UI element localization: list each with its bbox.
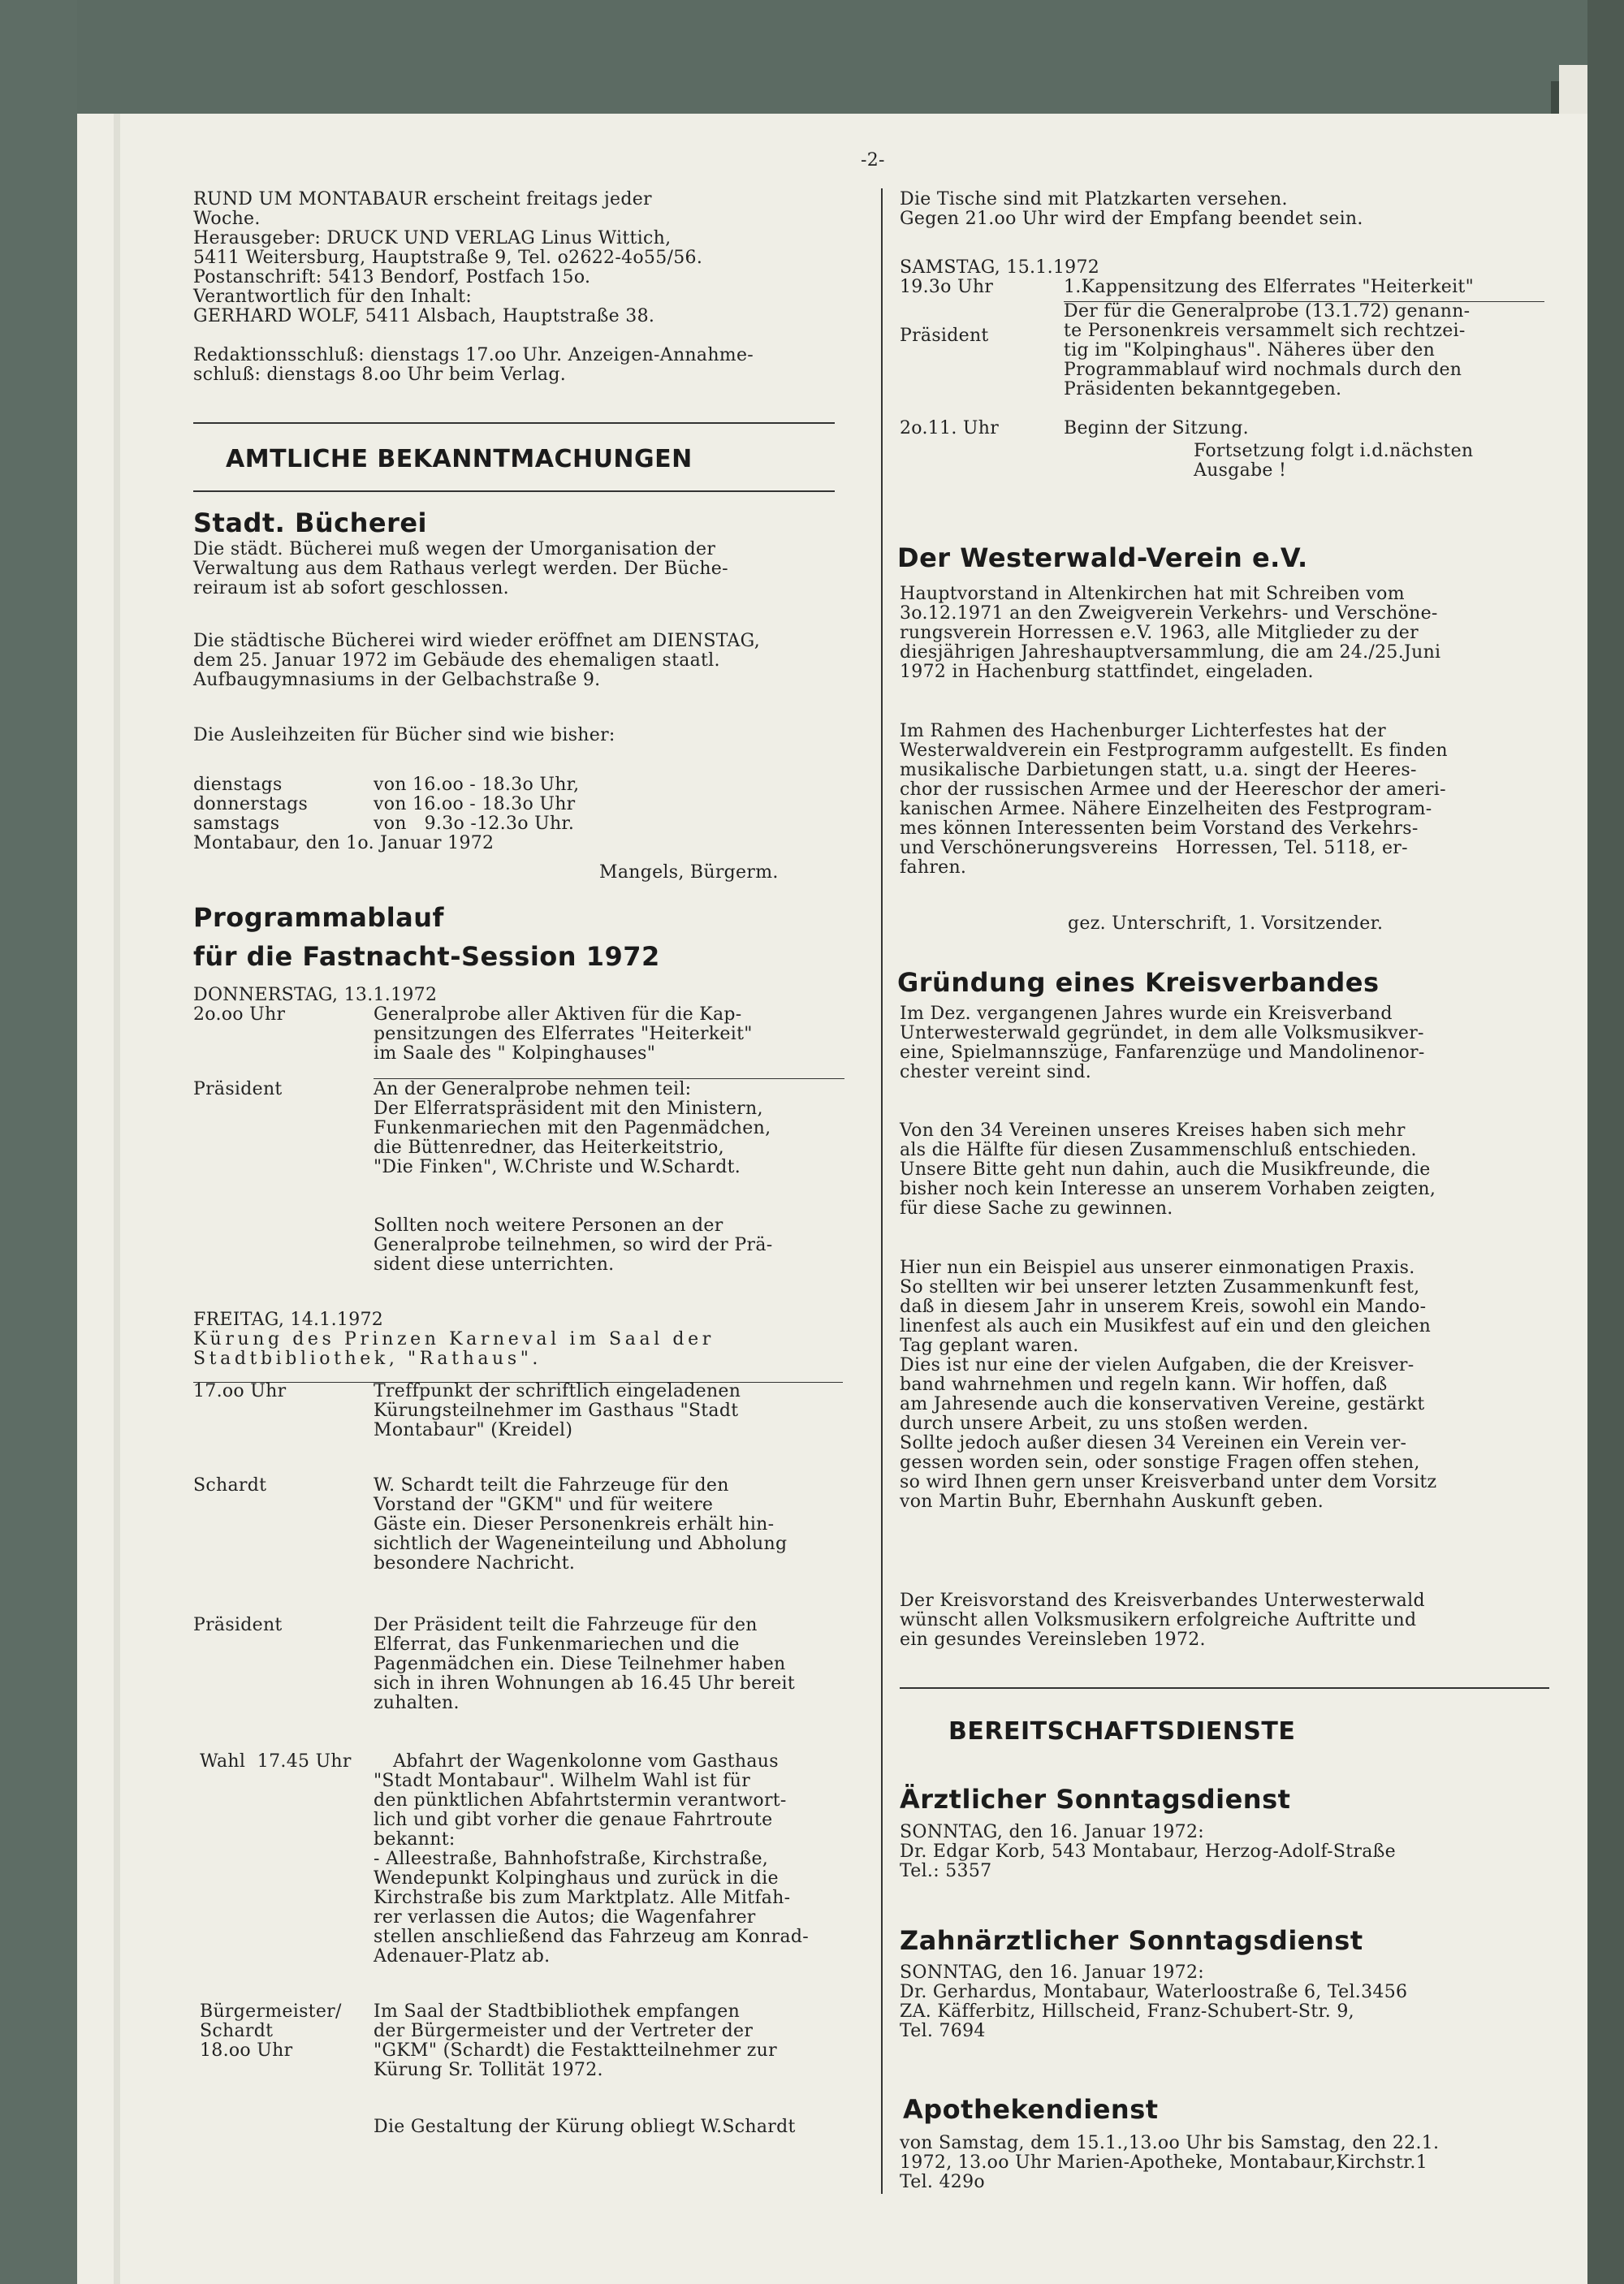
text-line: am Jahresende auch die konservativen Vereine, gestärkt	[900, 1394, 1425, 1414]
text-line: Gegen 21.oo Uhr wird der Empfang beendet sein.	[900, 209, 1363, 229]
text-line: Treffpunkt der schriftlich eingeladenen	[374, 1381, 741, 1401]
impressum-line: Woche.	[193, 209, 261, 229]
text-line: Vorstand der "GKM" und für weitere	[374, 1495, 714, 1515]
text-line: sident diese unterrichten.	[374, 1254, 615, 1275]
day-heading: FREITAG, 14.1.1972	[193, 1310, 384, 1330]
text-line: Dr. Gerhardus, Montabaur, Waterloostraße 6, Tel.3456	[900, 1982, 1408, 2002]
text-line: stellen anschließend das Fahrzeug am Konrad-	[374, 1927, 810, 1947]
text-line: Kürungsteilnehmer im Gasthaus "Stadt	[374, 1401, 739, 1421]
text-line: Der Präsident teilt die Fahrzeuge für den	[374, 1615, 758, 1635]
text-line: Tel. 429o	[900, 2172, 985, 2192]
text-line: Generalprobe aller Aktiven für die Kap-	[374, 1004, 742, 1025]
page-number: -2-	[861, 150, 885, 171]
entry-label: 2o.oo Uhr	[193, 1004, 286, 1025]
text-line: Fortsetzung folgt i.d.nächsten	[1194, 441, 1474, 461]
entry-label: 18.oo Uhr	[200, 2040, 293, 2061]
entry-label: Bürgermeister/	[200, 2001, 342, 2022]
text-line: sich in ihren Wohnungen ab 16.45 Uhr bereit	[374, 1673, 796, 1694]
hours-day: dienstags	[193, 775, 283, 795]
text-line: kanischen Armee. Nähere Einzelheiten des Festprogram-	[900, 799, 1432, 819]
text-line: pensitzungen des Elferrates "Heiterkeit"	[374, 1024, 753, 1044]
text-line: An der Generalprobe nehmen teil:	[374, 1079, 692, 1099]
page-edge-strip	[114, 114, 120, 2284]
entry-label: 2o.11. Uhr	[900, 418, 1000, 438]
text-line: Tag geplant waren.	[900, 1336, 1079, 1356]
text-line: mes können Interessenten beim Vorstand des Verkehrs-	[900, 818, 1419, 839]
text-line: musikalische Darbietungen statt, u.a. singt der Heeres-	[900, 760, 1417, 780]
text-line: wünscht allen Volksmusikern erfolgreiche Auftritte und	[900, 1610, 1417, 1630]
westerwald-title: Der Westerwald-Verein e.V.	[897, 542, 1308, 573]
text-line: die Büttenredner, das Heiterkeitstrio,	[374, 1138, 724, 1158]
programm-title-2: für die Fastnacht-Session 1972	[193, 941, 660, 972]
text-line: Unterwesterwald gegründet, in dem alle Volksmusikver-	[900, 1023, 1424, 1043]
entry-label: 19.3o Uhr	[900, 277, 994, 297]
programm-title: Programmablauf	[193, 902, 444, 933]
text-line: 1972 in Hachenburg stattfindet, eingeladen.	[900, 662, 1314, 682]
text-line: SONNTAG, den 16. Januar 1972:	[900, 1962, 1204, 1983]
text-line: Generalprobe teilnehmen, so wird der Prä-	[374, 1235, 773, 1255]
text-line: rer verlassen die Autos; die Wagenfahrer	[374, 1907, 756, 1928]
day-heading: SAMSTAG, 15.1.1972	[900, 257, 1100, 278]
text-line: chor der russischen Armee und der Heereschor der ameri-	[900, 779, 1446, 800]
entry-label: 17.oo Uhr	[193, 1381, 287, 1401]
text-line: "Stadt Montabaur". Wilhelm Wahl ist für	[374, 1771, 751, 1791]
entry-label: Schardt	[193, 1475, 267, 1496]
entry-label: Präsident	[193, 1079, 283, 1099]
impressum-line: GERHARD WOLF, 5411 Alsbach, Hauptstraße 38.	[193, 306, 655, 326]
text-line: Ausgabe !	[1194, 460, 1287, 481]
text-line: fahren.	[900, 857, 967, 878]
text-line: besondere Nachricht.	[374, 1553, 576, 1574]
text-line: Dies ist nur eine der vielen Aufgaben, die der Kreisver-	[900, 1355, 1415, 1375]
hours-day: samstags	[193, 814, 280, 834]
text-line: als die Hälfte für diesen Zusammenschluß entschieden.	[900, 1140, 1417, 1160]
text-line: ZA. Käfferbitz, Hillscheid, Franz-Schubert-Str. 9,	[900, 2001, 1354, 2022]
text-line: Aufbaugymnasiums in der Gelbachstraße 9.	[193, 670, 601, 690]
text-line: Funkenmariechen mit den Pagenmädchen,	[374, 1118, 771, 1138]
text-line: Die Ausleihzeiten für Bücher sind wie bisher:	[193, 725, 615, 745]
text-line: Kirchstraße bis zum Marktplatz. Alle Mitfah-	[374, 1888, 791, 1908]
text-line: Stadtbibliothek, "Rathaus".	[193, 1349, 542, 1369]
arzt-title: Ärztlicher Sonntagsdienst	[900, 1784, 1291, 1815]
text-line: Der für die Generalprobe (13.1.72) genann-	[1064, 301, 1471, 322]
text-line: bekannt:	[374, 1829, 456, 1850]
hours-day: donnerstags	[193, 794, 309, 814]
impressum-line: schluß: dienstags 8.oo Uhr beim Verlag.	[193, 365, 567, 385]
background-right	[1587, 0, 1624, 2284]
text-line: rungsverein Horressen e.V. 1963, alle Mitglieder zu der	[900, 623, 1419, 643]
impressum-line: Redaktionsschluß: dienstags 17.oo Uhr. Anzeigen-Annahme-	[193, 345, 754, 365]
text-line: Elferrat, das Funkenmariechen und die	[374, 1634, 740, 1655]
text-line: Tel. 7694	[900, 2021, 986, 2041]
text-line: So stellten wir bei unserer letzten Zusammenkunft fest,	[900, 1277, 1420, 1297]
divider-line	[900, 1687, 1549, 1689]
impressum-line: 5411 Weitersburg, Hauptstraße 9, Tel. o2622-4o55/56.	[193, 248, 703, 268]
hours-time: von 16.oo - 18.3o Uhr,	[374, 775, 580, 795]
text-line: Unsere Bitte geht nun dahin, auch die Musikfreunde, die	[900, 1159, 1431, 1180]
entry-label: Wahl 17.45 Uhr	[200, 1751, 352, 1772]
text-line: im Saale des " Kolpinghauses"	[374, 1043, 656, 1064]
text-line: Abfahrt der Wagenkolonne vom Gasthaus	[393, 1751, 779, 1772]
text-line: tig im "Kolpinghaus". Näheres über den	[1064, 340, 1436, 361]
zahnarzt-title: Zahnärztlicher Sonntagsdienst	[900, 1925, 1363, 1956]
text-line: Pagenmädchen ein. Diese Teilnehmer haben	[374, 1654, 786, 1674]
entry-label: Schardt	[200, 2021, 274, 2041]
text-line: reiraum ist ab sofort geschlossen.	[193, 578, 509, 598]
text-line: - Alleestraße, Bahnhofstraße, Kirchstraße,	[374, 1849, 769, 1869]
text-line: bisher noch kein Interesse an unserem Vorhaben zeigten,	[900, 1179, 1436, 1199]
amtliche-title: AMTLICHE BEKANNTMACHUNGEN	[226, 445, 693, 473]
text-line: für diese Sache zu gewinnen.	[900, 1198, 1173, 1219]
text-line: Im Rahmen des Hachenburger Lichterfestes hat der	[900, 721, 1386, 741]
entry-label: Präsident	[900, 326, 989, 346]
apotheke-title: Apothekendienst	[903, 2094, 1159, 2125]
text-line: ein gesundes Vereinsleben 1972.	[900, 1630, 1206, 1650]
text-line: SONNTAG, den 16. Januar 1972:	[900, 1822, 1204, 1842]
text-line: Kürung Sr. Tollität 1972.	[374, 2060, 603, 2080]
divider-line	[193, 422, 835, 424]
impressum-line: RUND UM MONTABAUR erscheint freitags jeder	[193, 189, 652, 209]
divider-line	[193, 490, 835, 492]
text-line: Die städt. Bücherei muß wegen der Umorganisation der	[193, 539, 716, 559]
text-line: W. Schardt teilt die Fahrzeuge für den	[374, 1475, 729, 1496]
text-line: Der Elferratspräsident mit den Ministern,	[374, 1099, 763, 1119]
buecherei-title: Stadt. Bücherei	[193, 507, 428, 538]
text-line: te Personenkreis versammelt sich rechtzei-	[1064, 321, 1466, 341]
text-line: Der Kreisvorstand des Kreisverbandes Unterwesterwald	[900, 1591, 1425, 1611]
text-line: "GKM" (Schardt) die Festaktteilnehmer zur	[374, 2040, 777, 2061]
kreisverband-title: Gründung eines Kreisverbandes	[897, 967, 1380, 998]
text-line: dem 25. Januar 1972 im Gebäude des ehemaligen staatl.	[193, 650, 720, 671]
text-line: Programmablauf wird nochmals durch den	[1064, 360, 1462, 380]
impressum-line: Herausgeber: DRUCK UND VERLAG Linus Wittich,	[193, 228, 672, 248]
text-line: von Samstag, dem 15.1.,13.oo Uhr bis Samstag, den 22.1.	[900, 2133, 1440, 2153]
text-line: Die städtische Bücherei wird wieder eröffnet am DIENSTAG,	[193, 631, 761, 651]
text-line: "Die Finken", W.Christe und W.Schardt.	[374, 1157, 741, 1177]
signature: Mangels, Bürgerm.	[599, 862, 779, 883]
text-line: linenfest als auch ein Musikfest auf ein und den gleichen	[900, 1316, 1432, 1336]
text-line: lich und gibt vorher die genaue Fahrtroute	[374, 1810, 773, 1830]
text-line: gessen worden sein, oder sonstige Fragen offen stehen,	[900, 1453, 1420, 1473]
text-line: Die Gestaltung der Kürung obliegt W.Schardt	[374, 2117, 796, 2137]
text-line: daß in diesem Jahr in unserem Kreis, sowohl ein Mando-	[900, 1297, 1427, 1317]
impressum-line: Verantwortlich für den Inhalt:	[193, 287, 473, 307]
entry-label: Präsident	[193, 1615, 283, 1635]
date-line: Montabaur, den 1o. Januar 1972	[193, 833, 495, 853]
text-line: 1972, 13.oo Uhr Marien-Apotheke, Montabaur,Kirchstr.1	[900, 2152, 1428, 2173]
text-line: Westerwaldverein ein Festprogramm aufgestellt. Es finden	[900, 740, 1448, 761]
text-line: 3o.12.1971 an den Zweigverein Verkehrs- und Verschöne-	[900, 603, 1438, 624]
day-heading: DONNERSTAG, 13.1.1972	[193, 985, 438, 1005]
impressum-line: Postanschrift: 5413 Bendorf, Postfach 15o.	[193, 267, 591, 287]
text-line: der Bürgermeister und der Vertreter der	[374, 2021, 754, 2041]
text-line: band wahrnehmen und regeln kann. Wir hoffen, daß	[900, 1375, 1388, 1395]
text-line: eine, Spielmannszüge, Fanfarenzüge und Mandolinenor-	[900, 1043, 1425, 1063]
text-line: Adenauer-Platz ab.	[374, 1946, 551, 1967]
text-line: Die Tische sind mit Platzkarten versehen.	[900, 189, 1288, 209]
text-line: Wendepunkt Kolpinghaus und zurück in die	[374, 1868, 779, 1889]
text-line: Im Dez. vergangenen Jahres wurde ein Kreisverband	[900, 1004, 1393, 1024]
text-line: Hier nun ein Beispiel aus unserer einmonatigen Praxis.	[900, 1258, 1415, 1278]
hours-time: von 16.oo - 18.3o Uhr	[374, 794, 576, 814]
text-line: Tel.: 5357	[900, 1861, 992, 1881]
text-line: Verwaltung aus dem Rathaus verlegt werden. Der Büche-	[193, 559, 728, 579]
text-line: Montabaur" (Kreidel)	[374, 1420, 573, 1440]
text-line: und Verschönerungsvereins Horressen, Tel. 5118, er-	[900, 838, 1408, 858]
text-line: chester vereint sind.	[900, 1062, 1092, 1082]
signature: gez. Unterschrift, 1. Vorsitzender.	[1068, 913, 1384, 934]
background-left	[0, 0, 77, 2284]
text-line: sichtlich der Wageneinteilung und Abholung	[374, 1534, 788, 1554]
bereitschaft-title: BEREITSCHAFTSDIENSTE	[948, 1717, 1296, 1746]
hours-time: von 9.3o -12.3o Uhr.	[374, 814, 575, 834]
text-line: Im Saal der Stadtbibliothek empfangen	[374, 2001, 741, 2022]
text-line: Gäste ein. Dieser Personenkreis erhält hin-	[374, 1514, 775, 1535]
text-line: Dr. Edgar Korb, 543 Montabaur, Herzog-Adolf-Straße	[900, 1841, 1396, 1862]
text-line: diesjährigen Jahreshauptversammlung, die am 24./25.Juni	[900, 642, 1441, 663]
text-line: Kürung des Prinzen Karneval im Saal der	[193, 1329, 715, 1349]
text-line: so wird Ihnen gern unser Kreisverband unter dem Vorsitz	[900, 1472, 1437, 1492]
text-line: Beginn der Sitzung.	[1064, 418, 1249, 438]
text-line: den pünktlichen Abfahrtstermin verantwort-	[374, 1790, 787, 1811]
text-line: Sollten noch weitere Personen an der	[374, 1215, 723, 1236]
text-line: Hauptvorstand in Altenkirchen hat mit Schreiben vom	[900, 584, 1405, 604]
text-line: Sollte jedoch außer diesen 34 Vereinen ein Verein ver-	[900, 1433, 1407, 1453]
text-line: von Martin Buhr, Ebernhahn Auskunft geben.	[900, 1492, 1324, 1512]
text-line: Von den 34 Vereinen unseres Kreises haben sich mehr	[900, 1120, 1406, 1141]
text-line: zuhalten.	[374, 1693, 460, 1713]
text-line: durch unsere Arbeit, zu uns stoßen werden.	[900, 1414, 1309, 1434]
text-line: Präsidenten bekanntgegeben.	[1064, 379, 1342, 399]
column-divider	[881, 188, 883, 2194]
text-line: 1.Kappensitzung des Elferrates "Heiterkeit"	[1064, 277, 1474, 297]
